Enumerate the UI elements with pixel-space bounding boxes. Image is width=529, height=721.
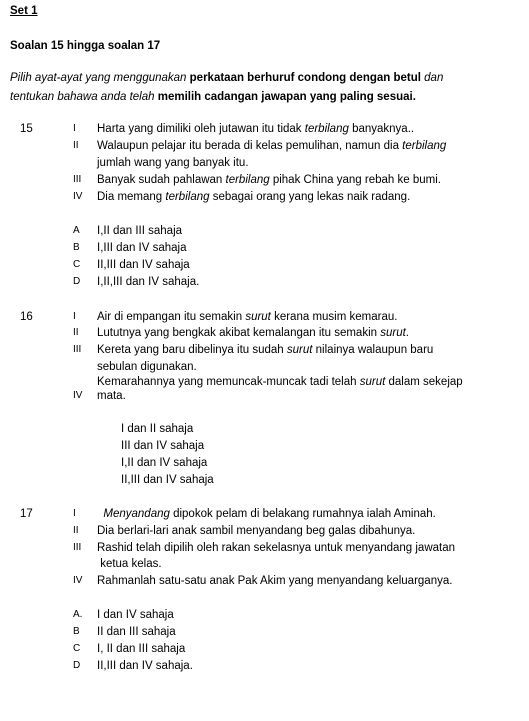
statement-text: Walaupun pelajar itu berada di kelas pemulihan, namun dia xyxy=(97,140,403,152)
instruction-italic-1: Pilih ayat-ayat yang menggunakan xyxy=(10,72,187,84)
italic-word: terbilang xyxy=(304,123,349,135)
set-title: Set 1 xyxy=(10,5,38,17)
instruction-italic-2: tentukan bahawa anda telah xyxy=(10,91,155,103)
italic-word: terbilang xyxy=(402,140,447,152)
statement-text: Banyak sudah pahlawan xyxy=(97,174,226,186)
statement-continuation: sebulan digunakan. xyxy=(97,361,197,373)
option-letter: D xyxy=(73,276,81,287)
option-text: II dan III sahaja xyxy=(97,626,176,638)
statement-text: dipokok pelam di belakang rumahnya ialah Aminah. xyxy=(169,508,436,520)
statement xyxy=(97,122,414,136)
italic-word: surut xyxy=(286,344,313,356)
statement xyxy=(97,507,436,521)
instruction-line-2 xyxy=(10,90,416,104)
option-letter: C xyxy=(73,259,81,270)
option-letter: A. xyxy=(73,609,83,620)
option-letter: C xyxy=(73,643,81,654)
option-letter: B xyxy=(73,626,80,637)
option-text: I dan II sahaja xyxy=(121,423,194,435)
option-text: I,III dan IV sahaja xyxy=(97,242,187,254)
option-text: II,III dan IV sahaja xyxy=(121,474,214,486)
question-number: 15 xyxy=(20,123,33,135)
statement-text: dalam sekejap xyxy=(385,376,463,388)
roman-numeral: III xyxy=(73,174,82,185)
roman-numeral: III xyxy=(73,344,82,355)
option-text: I, II dan III sahaja xyxy=(97,643,186,655)
option-text: III dan IV sahaja xyxy=(121,440,205,452)
question-number: 16 xyxy=(20,311,33,323)
option-text: I,II dan III sahaja xyxy=(97,225,183,237)
statement-text: Lututnya yang bengkak akibat kemalangan itu semakin xyxy=(97,327,381,339)
statement xyxy=(97,173,441,187)
option-text: II,III dan IV sahaja xyxy=(97,259,190,271)
roman-numeral: IV xyxy=(73,390,83,401)
roman-numeral: I xyxy=(73,508,76,519)
statement-continuation: jumlah wang yang banyak itu. xyxy=(97,157,249,169)
italic-word: Menyandang xyxy=(103,508,170,520)
roman-numeral: IV xyxy=(73,191,83,202)
statement-text: nilainya walaupun baru xyxy=(312,344,434,356)
instruction-bold-2: memilih cadangan jawapan yang paling sesuai. xyxy=(157,91,416,103)
statement xyxy=(97,139,446,153)
statement xyxy=(97,343,433,357)
instruction-italic-1b: dan xyxy=(424,72,444,84)
statement-text: kerana musim kemarau. xyxy=(270,311,398,323)
statement-text: Air di empangan itu semakin xyxy=(97,311,246,323)
roman-numeral: IV xyxy=(73,575,83,586)
statement-continuation: ketua kelas. xyxy=(97,558,162,570)
instruction-line-1 xyxy=(10,71,443,85)
option-text: II,III dan IV sahaja. xyxy=(97,660,193,672)
roman-numeral: II xyxy=(73,525,79,536)
statement-text: banyaknya.. xyxy=(348,123,415,135)
statement-text: Harta yang dimiliki oleh jutawan itu tidak xyxy=(97,123,305,135)
roman-numeral: I xyxy=(73,123,76,134)
italic-word: terbilang xyxy=(225,174,270,186)
roman-numeral: II xyxy=(73,327,79,338)
italic-word: surut xyxy=(245,311,271,323)
italic-word: surut xyxy=(380,327,406,339)
italic-word: surut xyxy=(359,376,386,388)
section-title: Soalan 15 hingga soalan 17 xyxy=(10,40,161,52)
statement xyxy=(97,190,410,204)
statement xyxy=(97,310,397,324)
option-text: I,II,III dan IV sahaja. xyxy=(97,276,200,288)
statement-text: Dia memang xyxy=(97,191,166,203)
statement-text: Kereta yang baru dibelinya itu sudah xyxy=(97,344,287,356)
question-number: 17 xyxy=(20,508,33,520)
statement: Rashid telah dipilih oleh rakan sekelasnya untuk menyandang jawatan xyxy=(97,542,456,554)
option-text: I dan IV sahaja xyxy=(97,609,174,621)
statement xyxy=(97,375,463,389)
statement-text: Kemarahannya yang memuncak-muncak tadi telah xyxy=(97,376,360,388)
roman-numeral: II xyxy=(73,140,79,151)
statement-text: sebagai orang yang lekas naik radang. xyxy=(209,191,411,203)
option-letter: B xyxy=(73,242,80,253)
statement xyxy=(97,326,409,340)
roman-numeral: I xyxy=(73,311,76,322)
instruction-bold-1: perkataan berhuruf condong dengan betul xyxy=(189,72,421,84)
roman-numeral: III xyxy=(73,542,82,553)
option-letter: A xyxy=(73,225,80,236)
statement: Dia berlari-lari anak sambil menyandang beg galas dibahunya. xyxy=(97,525,416,537)
italic-word: terbilang xyxy=(165,191,210,203)
statement-text: . xyxy=(405,327,409,339)
statement-continuation: mata. xyxy=(97,390,126,402)
statement-text: pihak China yang rebah ke bumi. xyxy=(269,174,441,186)
statement: Rahmanlah satu-satu anak Pak Akim yang menyandang keluarganya. xyxy=(97,575,453,587)
option-text: I,II dan IV sahaja xyxy=(121,457,208,469)
option-letter: D xyxy=(73,660,81,671)
